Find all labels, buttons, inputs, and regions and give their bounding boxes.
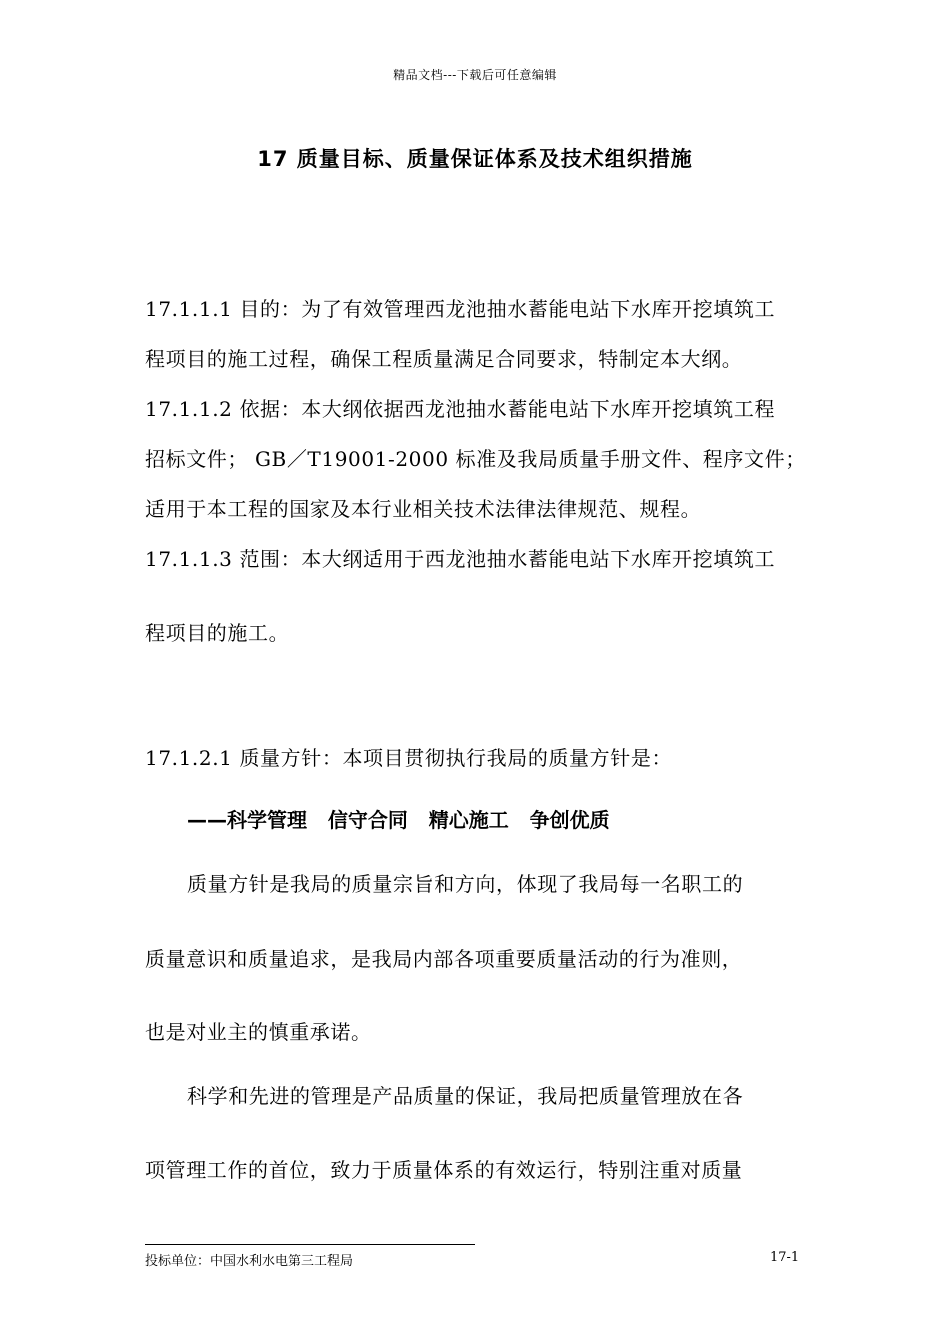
body-line: 程项目的施工。	[145, 621, 290, 645]
body-line: 质量方针是我局的质量宗旨和方向，体现了我局每一名职工的	[187, 872, 744, 896]
body-line: 程项目的施工过程，确保工程质量满足合同要求，特制定本大纲。	[145, 347, 743, 371]
body-line: 科学和先进的管理是产品质量的保证，我局把质量管理放在各	[187, 1084, 744, 1108]
page-number: 17-1	[770, 1250, 800, 1265]
section-title: 17 质量目标、质量保证体系及技术组织措施	[257, 147, 693, 171]
footer-rule	[145, 1244, 475, 1245]
quality-motto: ——科学管理 信守合同 精心施工 争创优质	[187, 808, 610, 832]
body-line: 招标文件； GB／T19001-2000 标准及我局质量手册文件、程序文件；	[145, 447, 806, 471]
body-line: 17.1.1.3 范围：本大纲适用于西龙池抽水蓄能电站下水库开挖填筑工	[145, 547, 776, 571]
body-line: 适用于本工程的国家及本行业相关技术法律法律规范、规程。	[145, 497, 702, 521]
body-line: 17.1.1.2 依据：本大纲依据西龙池抽水蓄能电站下水库开挖填筑工程	[145, 397, 776, 421]
body-line: 质量意识和质量追求，是我局内部各项重要质量活动的行为准则，	[145, 947, 743, 971]
body-line: 17.1.1.1 目的：为了有效管理西龙池抽水蓄能电站下水库开挖填筑工	[145, 297, 776, 321]
header-note: 精品文档---下载后可任意编辑	[393, 68, 557, 82]
body-line: 17.1.2.1 质量方针：本项目贯彻执行我局的质量方针是：	[145, 746, 673, 770]
body-line: 也是对业主的慎重承诺。	[145, 1020, 372, 1044]
footer-bidder: 投标单位：中国水利水电第三工程局	[145, 1254, 354, 1269]
body-line: 项管理工作的首位，致力于质量体系的有效运行，特别注重对质量	[145, 1158, 743, 1182]
